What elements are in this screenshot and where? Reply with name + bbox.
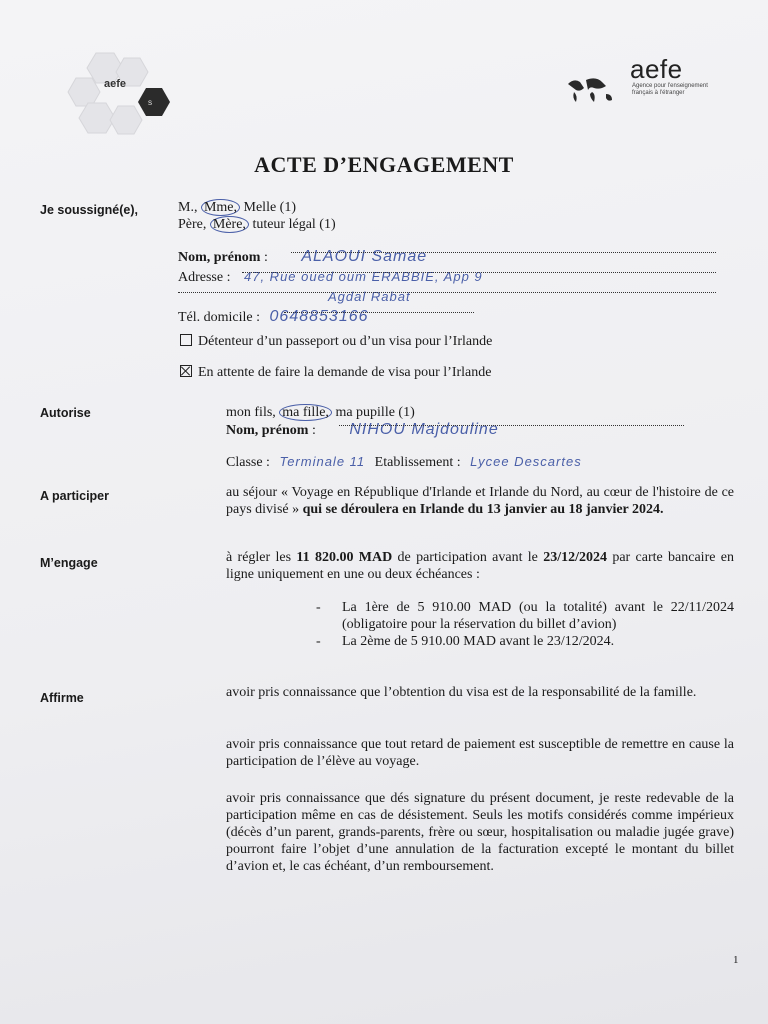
option-visa-label: En attente de faire la demande de visa pour l’Irlande	[198, 365, 492, 380]
parent-pere: Père,	[178, 217, 207, 232]
passport-checkbox[interactable]	[180, 334, 192, 346]
participer-label: A participer	[40, 489, 110, 503]
hexagon-cluster-icon	[66, 48, 176, 148]
adresse-label: Adresse :	[178, 270, 231, 285]
nom-prenom-row: Nom, prénom : ALAOUI Samae	[178, 248, 718, 266]
civilite-mme-circled: Mme,	[201, 199, 240, 216]
tel-label: Tél. domicile :	[178, 310, 261, 325]
enfant-fille-circled: ma fille,	[279, 404, 332, 421]
eleve-nom-label: Nom, prénom	[226, 423, 309, 438]
affirme-paragraph-3: avoir pris connaissance que dés signature du présent document, je reste redevable de la participation même en cas de désistement. Seuls les motifs considérés comme impérieux (décès d’un parent, grands-parents, frère ou sœur, hospitalisation ou maladie jugée grave) pourront faire l’objet d’une annulation de la facturation excepté le montant du billet d’avion et, le cas échéant, d’un remboursement.	[226, 791, 734, 874]
adresse-row	[178, 268, 718, 286]
tel-value: 0648853166	[269, 308, 369, 325]
page-number: 1	[733, 954, 739, 966]
participer-text	[226, 484, 734, 518]
classe-row	[226, 453, 696, 471]
parent-line	[178, 216, 336, 233]
autorise-label: Autorise	[40, 406, 91, 420]
adresse-value-1: 47, Rue oued oum ERABBIE, App 9	[244, 269, 483, 284]
world-map-icon	[566, 76, 616, 106]
right-logo-text: aefe	[630, 54, 683, 84]
svg-text:S: S	[148, 101, 153, 107]
classe-label: Classe :	[226, 455, 270, 470]
soussigne-label: Je soussigné(e),	[40, 203, 138, 217]
affirme-paragraph-1: avoir pris connaissance que l’obtention du visa est de la responsabilité de la famille.	[226, 685, 697, 700]
civilite-m: M.,	[178, 200, 198, 215]
right-logo-subtitle: Agence pour l'enseignement français à l'étranger	[632, 83, 708, 96]
engage-deadline: 23/12/2024	[543, 550, 607, 565]
echeance-1: - La 1ère de 5 910.00 MAD (ou la totalité) avant le 22/11/2024 (obligatoire pour la réservation du billet d’avion)	[316, 600, 734, 632]
adresse-row-2	[178, 288, 718, 306]
echeances-list	[316, 599, 734, 650]
echeance-1-text: La 1ère de 5 910.00 MAD (ou la totalité) avant le 22/11/2024 (obligatoire pour la réservation du billet d’avion)	[342, 600, 734, 632]
enfant-fils: mon fils,	[226, 405, 276, 420]
option-visa-row	[180, 364, 491, 381]
document-title: ACTE D’ENGAGEMENT	[254, 152, 514, 177]
parent-mere-circled: Mère,	[210, 216, 249, 233]
engage-text-2: de participation avant le	[397, 550, 538, 565]
engage-amount: 11 820.00 MAD	[296, 550, 393, 565]
engage-text-1: à régler les	[226, 550, 292, 565]
enfant-line	[226, 404, 415, 421]
affirme-paragraph-2: avoir pris connaissance que tout retard de paiement est susceptible de remettre en cause la participation de l’élève au voyage.	[226, 737, 734, 769]
engage-text	[226, 549, 734, 583]
left-logo-text: aefe	[104, 78, 127, 90]
visa-checkbox-checked[interactable]	[180, 365, 192, 377]
etablissement-label: Etablissement :	[374, 455, 461, 470]
sejour-dates: qui se déroulera en Irlande du 13 janvier au 18 janvier 2024.	[302, 502, 664, 517]
adresse-value-2: Agdal Rabat	[328, 289, 411, 304]
echeance-2-text: La 2ème de 5 910.00 MAD avant le 23/12/2024.	[342, 634, 615, 649]
enfant-pupille: ma pupille (1)	[335, 405, 415, 420]
affirme-label: Affirme	[40, 691, 84, 705]
civilite-line	[178, 199, 296, 216]
nom-prenom-label: Nom, prénom	[178, 250, 261, 265]
echeance-2: - La 2ème de 5 910.00 MAD avant le 23/12/2024.	[316, 634, 615, 649]
nom-prenom-value: ALAOUI Samae	[301, 248, 428, 265]
civilite-melle: Melle (1)	[243, 200, 296, 215]
sejour-description: au séjour « Voyage en République d'Irlande et Irlande du Nord, au cœur de l'histoire de ce pays divisé »	[226, 485, 734, 517]
classe-value: Terminale 11	[279, 454, 366, 469]
tel-row	[178, 308, 498, 326]
aefe-agency-logo	[564, 56, 714, 116]
option-passport-label: Détenteur d’un passeport ou d’un visa pour l’Irlande	[198, 334, 493, 349]
etablissement-value: Lycee Descartes	[470, 454, 582, 469]
parent-tuteur: tuteur légal (1)	[252, 217, 336, 232]
engage-text-3: par carte bancaire en ligne uniquement en une ou deux échéances :	[226, 550, 734, 582]
eleve-nom-value: NIHOU Majdouline	[349, 421, 499, 438]
aefe-hexagon-logo	[66, 48, 176, 148]
option-passport-row	[180, 333, 492, 350]
eleve-nom-row: Nom, prénom : NIHOU Majdouline	[226, 421, 686, 439]
engage-label: M’engage	[40, 556, 98, 570]
